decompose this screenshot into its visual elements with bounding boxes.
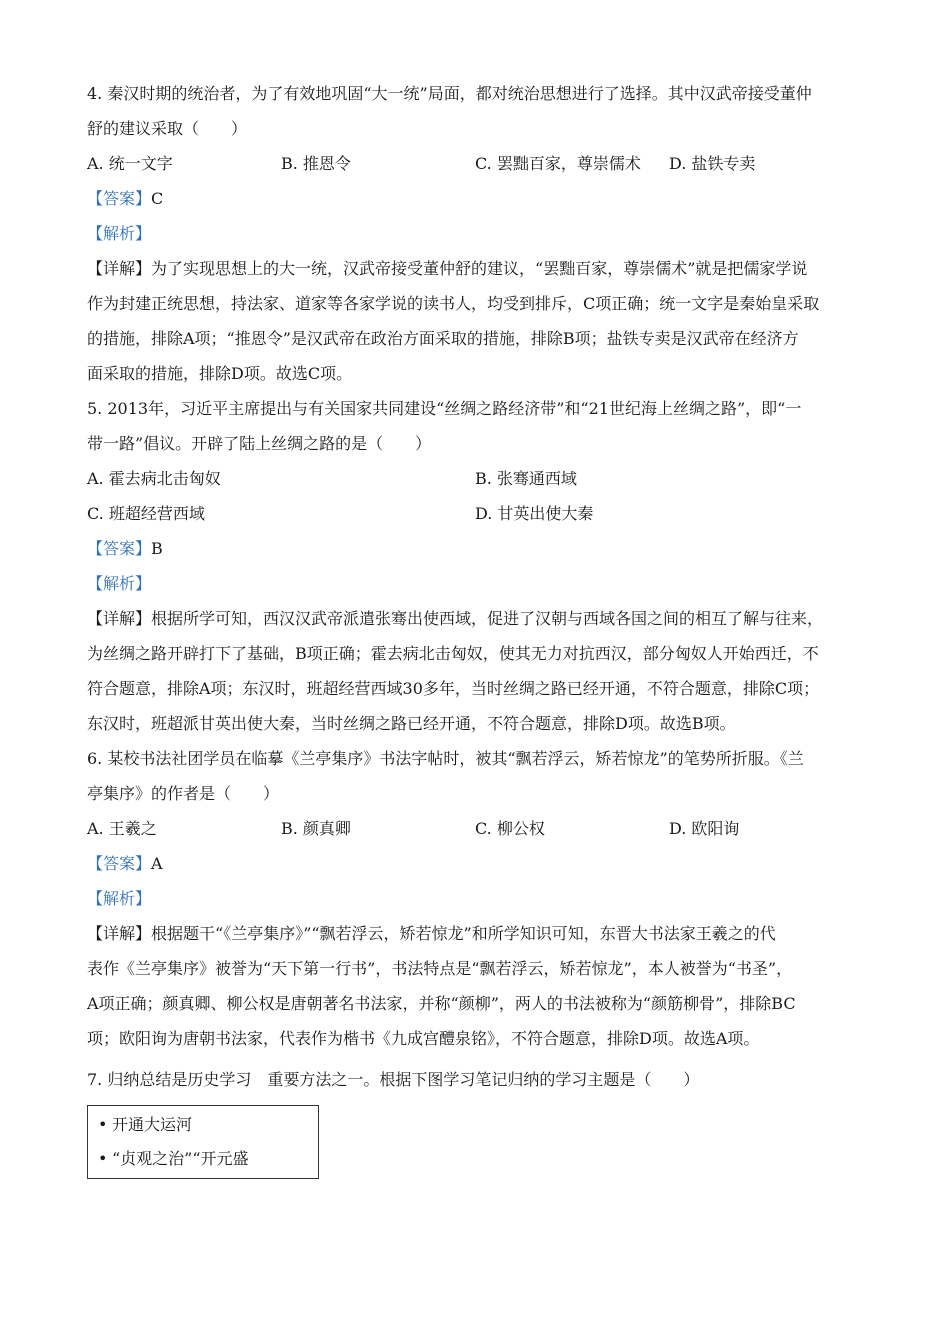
q6-options [87, 811, 877, 846]
q5-detail-line-2: 为丝绸之路开辟打下了基础，B项正确；霍去病北击匈奴，使其无力对抗西汉，部分匈奴人开始西迁，不 [87, 644, 819, 663]
detail-label: 【详解】 [87, 259, 152, 278]
q6-answer [87, 846, 877, 881]
q6-detail-line-4: 项；欧阳询为唐朝书法家，代表作为楷书《九成宫醴泉铭》，不符合题意，排除D项。故选A项。 [87, 1029, 760, 1048]
q5-detail-line-4: 东汉时，班超派甘英出使大秦，当时丝绸之路已经开通，不符合题意，排除D项。故选B项。 [87, 714, 736, 733]
q5-detail-line-3: 符合题意，排除A项；东汉时，班超经营西域30多年，当时丝绸之路已经开通，不符合题意，排除C项； [87, 679, 820, 698]
q7-notes-box [87, 1105, 319, 1179]
q5-options-row-1 [87, 461, 877, 496]
q6-stem-line-1: 6. 某校书法社团学员在临摹《兰亭集序》书法字帖时，被其“飘若浮云，矫若惊龙”的笔势所折服。《兰 [87, 749, 804, 768]
q4-analysis [87, 216, 877, 251]
q4-options [87, 146, 877, 181]
q6-detail-line-1 [87, 916, 877, 951]
q6-option-b: B. 颜真卿 [281, 819, 351, 838]
answer-label: 【答案】 [87, 539, 152, 558]
q5-stem-line-1: 5. 2013年，习近平主席提出与有关国家共同建设“丝绸之路经济带”和“21世纪海上丝绸之路”，即“一 [87, 399, 802, 418]
analysis-label: 【解析】 [87, 574, 152, 593]
analysis-label: 【解析】 [87, 224, 152, 243]
q7-note-item-1 [98, 1108, 308, 1142]
q4-option-a: A. 统一文字 [87, 154, 173, 173]
q4-detail-line-4: 面采取的措施，排除D项。故选C项。 [87, 364, 353, 383]
q4-stem-line-1: 4. 秦汉时期的统治者，为了有效地巩固“大一统”局面，都对统治思想进行了选择。其中汉武帝接受董仲 [87, 84, 812, 103]
bullet-icon: • [98, 1149, 108, 1168]
q6-option-c: C. 柳公权 [475, 819, 545, 838]
q7-note-item-2 [98, 1142, 308, 1176]
q6-option-a: A. 王羲之 [87, 819, 157, 838]
q5-option-b: B. 张骞通西域 [475, 469, 577, 488]
detail-label: 【详解】 [87, 924, 152, 943]
q5-detail-text-1: 根据所学可知，西汉汉武帝派遣张骞出使西域，促进了汉朝与西域各国之间的相互了解与往来， [151, 609, 824, 628]
q5-answer-value: B [151, 539, 163, 558]
q5-option-c: C. 班超经营西域 [87, 504, 205, 523]
bullet-icon: • [98, 1115, 108, 1134]
q5-option-d: D. 甘英出使大秦 [475, 504, 594, 523]
q4-stem-line-2: 舒的建议采取（ ） [87, 119, 248, 138]
q5-detail-line-1 [87, 601, 877, 636]
q6-detail-text-1: 根据题干“《兰亭集序》”“飘若浮云，矫若惊龙”和所学知识可知，东晋大书法家王羲之的代 [151, 924, 776, 943]
q4-detail-line-2: 作为封建正统思想，持法家、道家等各家学说的读书人，均受到排斥，C项正确；统一文字是秦始皇采取 [87, 294, 820, 313]
q5-option-a: A. 霍去病北击匈奴 [87, 469, 221, 488]
q5-options-row-2 [87, 496, 877, 531]
q4-detail-line-1 [87, 251, 877, 286]
q6-detail-line-2: 表作《兰亭集序》被誉为“天下第一行书”，书法特点是“飘若浮云，矫若惊龙”，本人被誉为“书圣”， [87, 959, 793, 978]
q7-note-text-1: 开通大运河 [112, 1115, 193, 1134]
q5-answer [87, 531, 877, 566]
q4-answer [87, 181, 877, 216]
answer-label: 【答案】 [87, 854, 152, 873]
q6-analysis [87, 881, 877, 916]
analysis-label: 【解析】 [87, 889, 152, 908]
q4-option-b: B. 推恩令 [281, 154, 351, 173]
q5-stem-line-2: 带一路”倡议。开辟了陆上丝绸之路的是（ ） [87, 434, 432, 453]
q6-option-d: D. 欧阳询 [669, 819, 740, 838]
document-page [87, 76, 877, 1179]
q4-detail-text-1: 为了实现思想上的大一统，汉武帝接受董仲舒的建议，“罢黜百家，尊崇儒术”就是把儒家学说 [151, 259, 808, 278]
q6-stem-line-2: 亭集序》的作者是（ ） [87, 784, 280, 803]
q4-answer-value: C [151, 189, 164, 208]
q4-detail-line-3: 的措施，排除A项；“推恩令”是汉武帝在政治方面采取的措施，排除B项；盐铁专卖是汉武帝在经济方 [87, 329, 799, 348]
q7-note-text-2: “贞观之治”“开元盛 [112, 1149, 249, 1168]
q5-analysis [87, 566, 877, 601]
q6-detail-line-3: A项正确；颜真卿、柳公权是唐朝著名书法家，并称“颜柳”，两人的书法被称为“颜筋柳骨”，排除BC [87, 994, 796, 1013]
detail-label: 【详解】 [87, 609, 152, 628]
answer-label: 【答案】 [87, 189, 152, 208]
q4-option-c: C. 罢黜百家，尊崇儒术 [475, 154, 641, 173]
q4-option-d: D. 盐铁专卖 [669, 154, 756, 173]
q7-stem: 7. 归纳总结是历史学习 重要方法之一。根据下图学习笔记归纳的学习主题是（ ） [87, 1070, 700, 1089]
q6-answer-value: A [151, 854, 163, 873]
